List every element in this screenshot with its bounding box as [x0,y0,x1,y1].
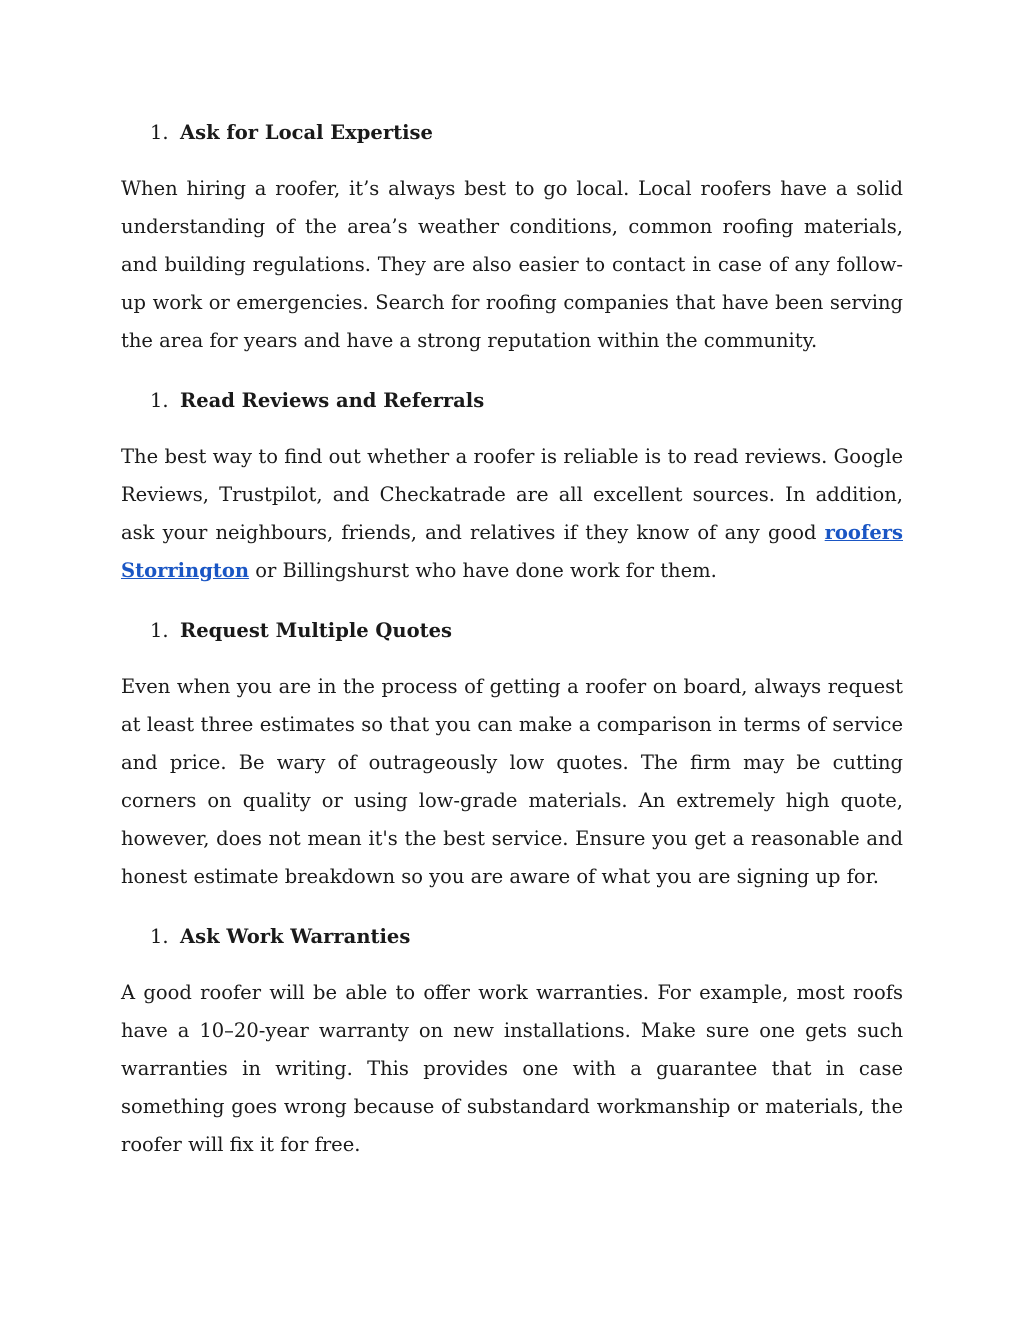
paragraph-local-expertise: When hiring a roofer, it’s always best to go local. Local roofers have a solid understanding of the area’s weather conditions, common roofing materials, and building regulations. They are also easier to contact in case of any follow-up work or emergencies. Search for roofing companies that have been serving the area for years and have a strong reputation within the community. [121,177,903,352]
paragraph-reviews [121,438,903,590]
list-number: 1. [150,121,169,144]
roofers-storrington-link[interactable]: roofers Storrington [121,521,903,582]
heading-title: Ask Work Warranties [180,925,411,948]
list-number: 1. [150,925,169,948]
paragraph-text: The best way to find out whether a roofer is reliable is to read reviews. Google Reviews, Trustpilot, and Checkatrade are all excellent sources. In addition, ask your neighbours, friends, and relatives if they know of any good [121,445,903,544]
paragraph-text: or Billingshurst who have done work for them. [249,559,717,582]
list-number: 1. [150,619,169,642]
section-heading-local-expertise [121,112,903,154]
heading-title: Read Reviews and Referrals [180,389,485,412]
paragraph-warranties: A good roofer will be able to offer work warranties. For example, most roofs have a 10–20-year warranty on new installations. Make sure one gets such warranties in writing. This provides one with a guarantee that in case something goes wrong because of substandard workmanship or materials, the roofer will fix it for free. [121,981,903,1156]
document-page [121,112,903,1184]
section-heading-quotes [121,610,903,652]
heading-title: Ask for Local Expertise [180,121,433,144]
section-heading-warranties [121,916,903,958]
paragraph-quotes: Even when you are in the process of getting a roofer on board, always request at least three estimates so that you can make a comparison in terms of service and price. Be wary of outrageously low quotes. The firm may be cutting corners on quality or using low-grade materials. An extremely high quote, however, does not mean it's the best service. Ensure you get a reasonable and honest estimate breakdown so you are aware of what you are signing up for. [121,675,903,888]
section-heading-reviews [121,380,903,422]
list-number: 1. [150,389,169,412]
heading-title: Request Multiple Quotes [180,619,452,642]
